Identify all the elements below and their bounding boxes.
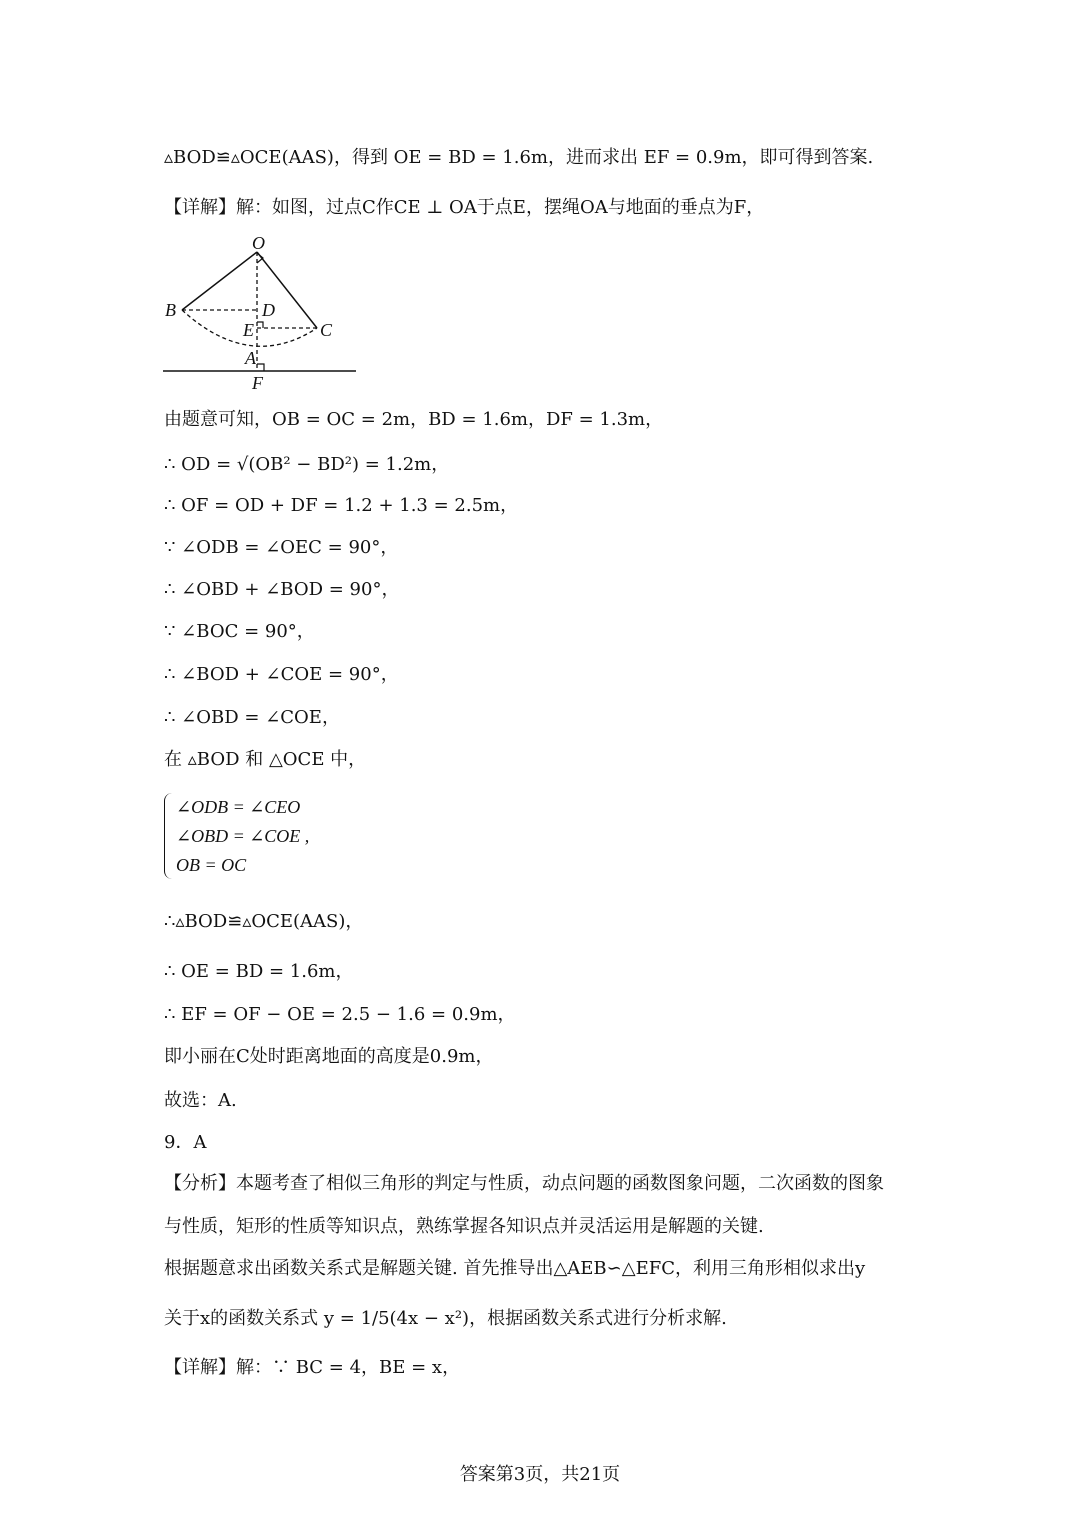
text-line-3: 由题意可知，OB = OC = 2m，BD = 1.6m，DF = 1.3m， [164,409,664,430]
text-line-7: ∴ ∠OBD + ∠BOD = 90°， [164,579,400,600]
right-angle-e [257,322,263,328]
system-row-3: OB = OC [176,855,247,875]
text-line-8: ∵ ∠BOC = 90°， [164,621,315,642]
text-line-22: 【详解】解：∵ BC = 4，BE = x， [164,1357,461,1378]
text-line-21: 关于x的函数关系式 y = 1/5(4x − x²)，根据函数关系式进行分析求解. [164,1308,727,1329]
text-line-10: ∴ ∠OBD = ∠COE， [164,707,340,728]
text-line-18: 【分析】本题考查了相似三角形的判定与性质，动点问题的函数图象问题，二次函数的图象 [164,1173,884,1194]
text-line-15: 即小丽在C处时距离地面的高度是0.9m， [164,1046,494,1067]
text-line-9: ∴ ∠BOD + ∠COE = 90°， [164,664,399,685]
label-o: O [252,233,265,253]
right-angle-o [257,253,263,263]
text-line-12: ∴▵BOD≌▵OCE(AAS)， [164,911,364,932]
text-line-6: ∵ ∠ODB = ∠OEC = 90°， [164,537,399,558]
text-line-13: ∴ OE = BD = 1.6m， [164,961,354,982]
label-d: D [262,300,275,320]
text-line-20: 根据题意求出函数关系式是解题关键. 首先推导出△AEB∽△EFC，利用三角形相似求出y [164,1258,866,1279]
label-f: F [252,373,263,392]
text-line-14: ∴ EF = OF − OE = 2.5 − 1.6 = 0.9m， [164,1004,516,1025]
text-line-1: ▵BOD≌▵OCE(AAS)，得到 OE = BD = 1.6m，进而求出 EF = 0.9m，即可得到答案. [164,147,874,168]
label-e: E [243,320,254,340]
text-line-16: 故选：A. [164,1090,237,1111]
label-b: B [165,300,176,320]
left-brace [164,793,173,879]
text-line-2: 【详解】解：如图，过点C作CE ⊥ OA于点E，摆绳OA与地面的垂点为F， [164,197,765,218]
system-row-2: ∠OBD = ∠COE , [176,826,310,846]
right-angle-f [257,364,264,371]
system-row-1: ∠ODB = ∠CEO [176,797,301,817]
text-line-5: ∴ OF = OD + DF = 1.2 + 1.3 = 2.5m， [164,495,519,516]
segment-ob [182,252,257,310]
text-line-4: ∴ OD = √(OB² − BD²) = 1.2m， [164,454,450,475]
pendulum-diagram [160,232,370,392]
label-a: A [245,348,256,368]
label-c: C [320,320,333,340]
page-footer: 答案第3页，共21页 [459,1464,621,1485]
text-line-11: 在 ▵BOD 和 △OCE 中， [164,749,367,770]
text-line-19: 与性质，矩形的性质等知识点，熟练掌握各知识点并灵活运用是解题的关键. [164,1216,764,1237]
question-number: 9．A [164,1132,207,1153]
